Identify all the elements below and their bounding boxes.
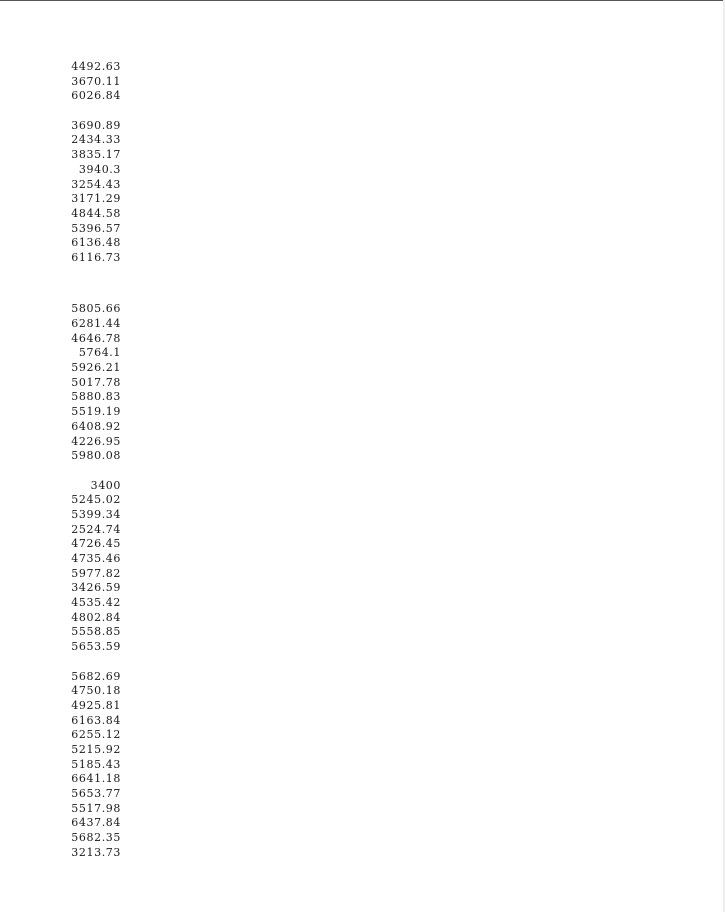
number-value: 4646.78 — [71, 331, 121, 345]
number-value: 5215.92 — [71, 742, 121, 756]
number-value: 5764.1 — [78, 346, 121, 360]
number-value: 3670.11 — [71, 74, 121, 88]
number-value: 5977.82 — [71, 566, 121, 580]
number-value: 3400 — [90, 478, 121, 492]
number-value: 6437.84 — [71, 816, 121, 830]
number-value: 5519.19 — [71, 405, 121, 419]
number-value: 4726.45 — [71, 537, 121, 551]
number-group-2 — [60, 119, 121, 266]
number-value: 6408.92 — [71, 419, 121, 433]
number-value: 6163.84 — [71, 713, 121, 727]
number-value: 6255.12 — [71, 728, 121, 742]
number-value: 5558.85 — [71, 625, 121, 639]
number-value: 3835.17 — [71, 148, 121, 162]
number-group-5 — [60, 670, 121, 861]
number-value: 2524.74 — [71, 522, 121, 536]
blank-line — [60, 464, 121, 479]
number-value: 4750.18 — [71, 684, 121, 698]
number-value: 6026.84 — [71, 89, 121, 103]
number-value: 5017.78 — [71, 375, 121, 389]
number-value: 5805.66 — [71, 302, 121, 316]
number-group-4 — [60, 479, 121, 655]
number-value: 4802.84 — [71, 610, 121, 624]
number-value: 5980.08 — [71, 449, 121, 463]
number-value: 5517.98 — [71, 801, 121, 815]
number-value: 3213.73 — [71, 845, 121, 859]
number-value: 5653.77 — [71, 787, 121, 800]
number-group-1 — [60, 60, 121, 104]
number-value: 5653.59 — [71, 640, 121, 654]
number-value: 3254.43 — [71, 177, 121, 191]
number-value: 5682.69 — [71, 669, 121, 683]
number-value: 3426.59 — [71, 581, 121, 595]
blank-line — [60, 266, 121, 281]
number-value: 4492.63 — [71, 60, 121, 73]
number-value: 5185.43 — [71, 757, 121, 771]
number-value: 3690.89 — [71, 118, 121, 132]
number-value: 5396.57 — [71, 221, 121, 235]
number-value: 5682.35 — [71, 831, 121, 845]
number-value: 2434.33 — [71, 133, 121, 147]
number-value: 6281.44 — [71, 317, 121, 330]
number-value: 6641.18 — [71, 772, 121, 786]
number-value: 3940.3 — [78, 162, 121, 176]
blank-line — [60, 280, 121, 302]
number-group-3 — [60, 302, 121, 464]
number-value: 4925.81 — [71, 698, 121, 712]
number-value: 4535.42 — [71, 596, 121, 610]
number-value: 5399.34 — [71, 507, 121, 521]
number-value: 4735.46 — [71, 552, 121, 565]
number-value: 3171.29 — [71, 192, 121, 206]
number-value: 5245.02 — [71, 493, 121, 507]
number-value: 6116.73 — [71, 250, 121, 264]
number-value: 6136.48 — [71, 236, 121, 250]
blank-line — [60, 104, 121, 119]
number-value: 4844.58 — [71, 206, 121, 220]
number-column — [60, 60, 121, 860]
number-value: 5880.83 — [71, 390, 121, 404]
blank-line — [60, 655, 121, 670]
number-value: 5926.21 — [71, 361, 121, 375]
number-value: 4226.95 — [71, 434, 121, 448]
